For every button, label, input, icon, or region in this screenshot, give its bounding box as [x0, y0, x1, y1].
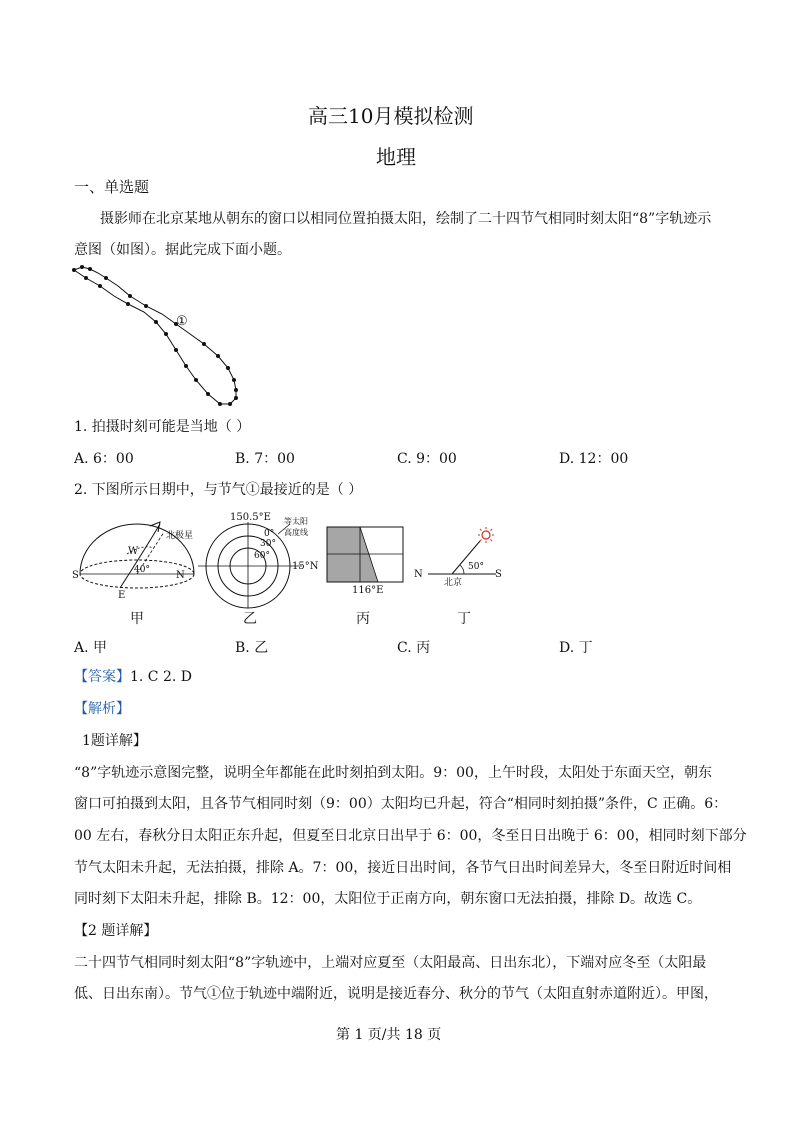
q1-option-a: A. 6：00	[74, 451, 134, 467]
q1-stem: 1. 拍摄时刻可能是当地（ ）	[74, 419, 251, 435]
page-title: 高三10月模拟检测	[308, 104, 474, 128]
q2-stem: 2. 下图所示日期中，与节气①最接近的是（ ）	[74, 482, 363, 498]
detail1-line-3: 00 左右，春秋分日太阳正东升起，但夏至日北京日出早于 6：00，冬至日日出晚于 6：00，相同时刻下部分	[74, 828, 747, 844]
jia-w: W	[128, 546, 139, 557]
yi-top: 150.5°E	[230, 512, 271, 523]
intro-line-1: 摄影师在北京某地从朝东的窗口以相同位置拍摄太阳，绘制了二十四节气相同时刻太阳“8”字轨迹示	[100, 211, 712, 227]
intro-line-2: 意图（如图）。据此完成下面小题。	[74, 242, 291, 258]
ding-angle: 50°	[468, 562, 484, 572]
q1-option-b: B. 7：00	[235, 451, 295, 467]
diagram-yi	[198, 508, 328, 608]
diagram-bing	[326, 526, 406, 601]
answer-label: 【答案】	[74, 669, 130, 685]
detail2-line-2: 低、日出东南）。节气①位于轨迹中端附近，说明是接近春分、秋分的节气（太阳直射赤道附近）。甲图，	[74, 986, 718, 1002]
page-subtitle: 地理	[376, 145, 416, 169]
detail2-heading: 【2 题详解】	[74, 923, 158, 939]
jia-s: S	[72, 570, 79, 581]
detail1-line-1: “8”字轨迹示意图完整，说明全年都能在此时刻拍到太阳。9：00，上午时段，太阳处于东面天空，朝东	[74, 765, 712, 781]
diagram-jia	[72, 514, 202, 614]
jia-north-star: 北极星	[166, 531, 194, 541]
diagram-ding	[412, 523, 512, 593]
jia-e: E	[118, 590, 126, 601]
detail1-line-2: 窗口可拍摄到太阳，且各节气相同时刻（9：00）太阳均已升起，符合“相同时刻拍摄”条件，C 正确。6：	[74, 796, 728, 812]
analemma-path	[74, 267, 236, 404]
yi-deg30: 30°	[260, 539, 276, 549]
ding-s: S	[495, 569, 502, 580]
ding-n: N	[414, 569, 423, 580]
analemma-marker: ①	[176, 314, 188, 329]
page-footer: 第 1 页/共 18 页	[336, 1027, 442, 1043]
q2-option-b: B. 乙	[235, 640, 269, 656]
q2-option-d: D. 丁	[559, 640, 593, 656]
bing-bottom: 116°E	[352, 585, 384, 596]
detail1-line-4: 节气太阳未升起，无法拍摄，排除 A。7：00，接近日出时间，各节气日出时间差异大，冬至日附近时间相	[74, 860, 732, 876]
analemma-figure	[70, 264, 250, 409]
ding-caption: 丁	[457, 611, 471, 627]
answer-line	[74, 670, 192, 684]
answer-text: 1. C 2. D	[130, 669, 193, 685]
yi-contour-2: 高度线	[284, 528, 308, 537]
analysis-label: 【解析】	[74, 701, 130, 717]
yi-deg60: 60°	[254, 551, 270, 561]
section-heading: 一、单选题	[74, 178, 150, 196]
sun-icon	[482, 531, 490, 539]
jia-n: N	[176, 570, 185, 581]
q1-option-d: D. 12：00	[559, 451, 629, 467]
detail1-line-5: 同时刻下太阳未升起，排除 B。12：00，太阳位于正南方向，朝东窗口无法拍摄，排除 D。故选 C。	[74, 891, 702, 907]
detail1-heading: 1题详解】	[82, 733, 147, 749]
ding-city: 北京	[444, 578, 463, 588]
bing-caption: 丙	[356, 611, 370, 627]
q2-option-a: A. 甲	[74, 640, 108, 656]
jia-angle: 40°	[134, 565, 150, 575]
yi-right: 15°N	[292, 561, 319, 572]
q1-option-c: C. 9：00	[397, 451, 457, 467]
yi-caption: 乙	[243, 611, 257, 627]
analemma-points	[72, 265, 238, 406]
q2-option-c: C. 丙	[397, 640, 431, 656]
yi-contour-1: 等太阳	[284, 517, 308, 526]
detail2-line-1: 二十四节气相同时刻太阳“8”字轨迹中，上端对应夏至（太阳最高、日出东北），下端对应冬至（太阳最	[74, 955, 707, 971]
yi-deg0: 0°	[264, 529, 275, 539]
jia-caption: 甲	[130, 611, 144, 627]
